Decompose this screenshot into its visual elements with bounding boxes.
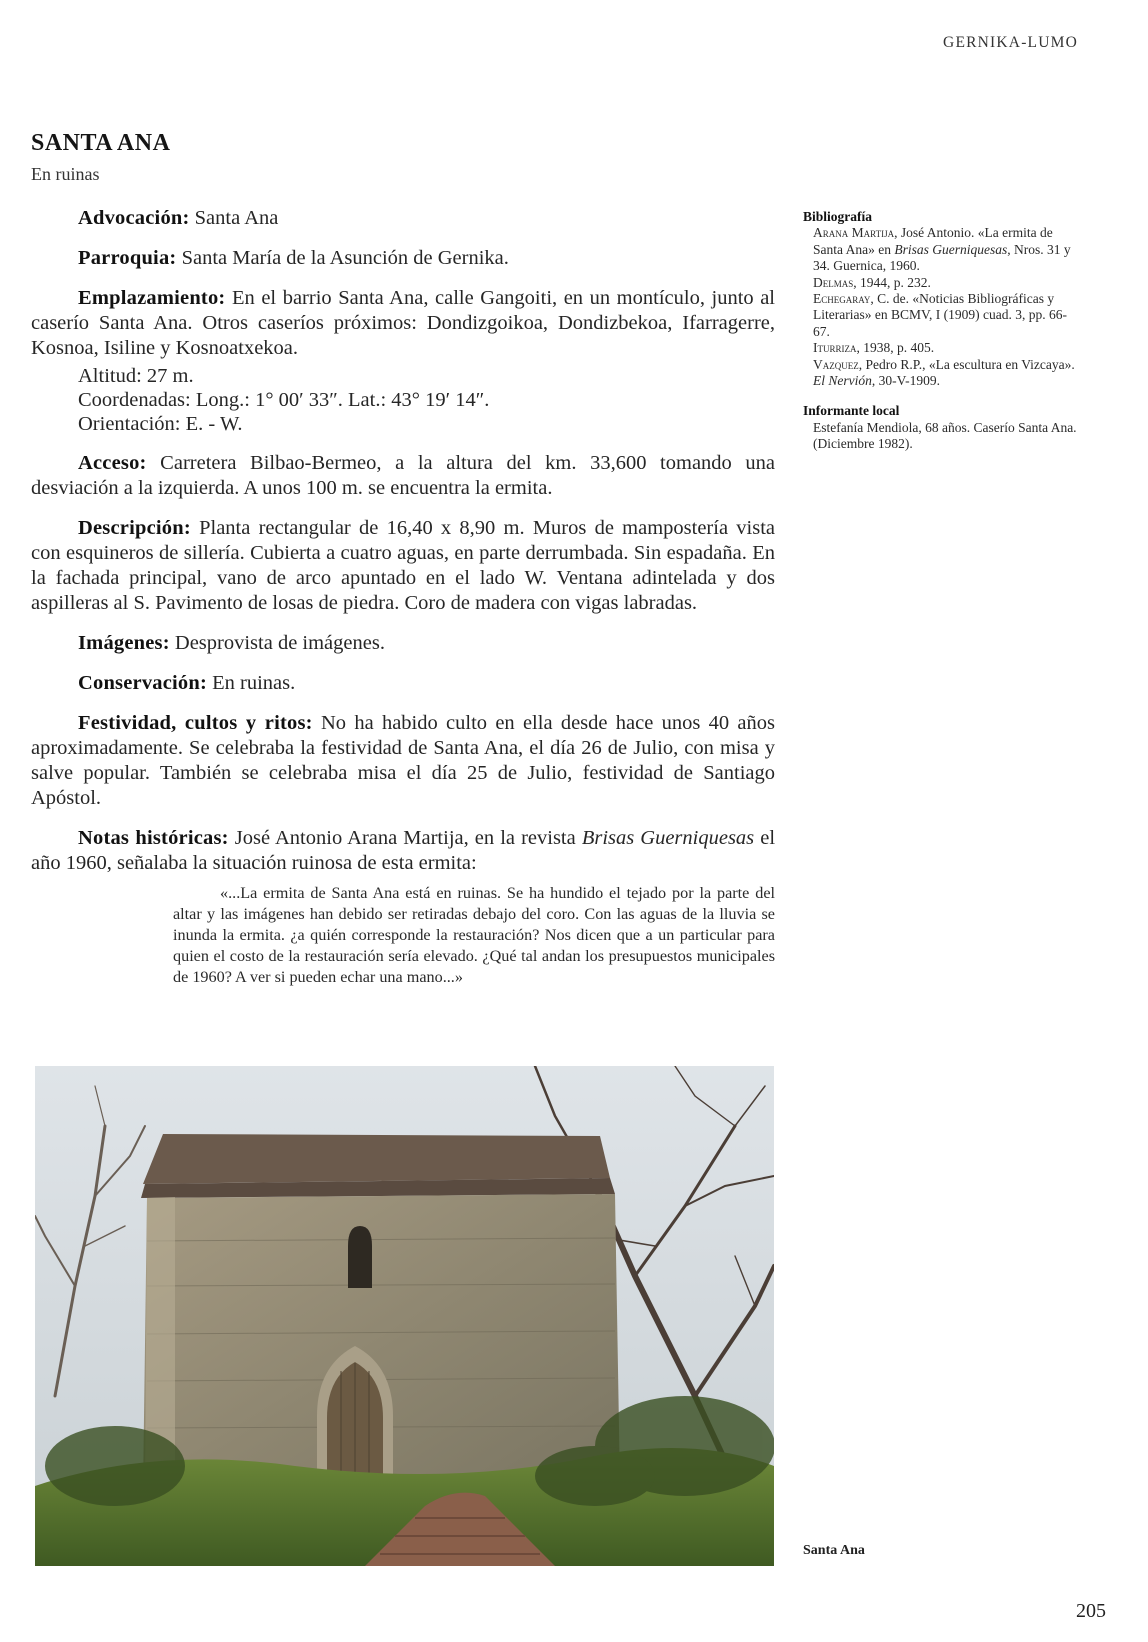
bib-text: , 1938, p. 405. [856, 340, 935, 356]
acceso-text: Carretera Bilbao-Bermeo, a la altura del km. 33,600 tomando una desviación a la izquierda. A unos 100 m. se encuentra la ermita. [31, 452, 776, 499]
festividad-label: Festividad, cultos y ritos: [78, 712, 313, 734]
acceso-paragraph [31, 451, 775, 501]
parroquia-label: Parroquia: [78, 247, 177, 269]
conservacion-label: Conservación: [78, 672, 208, 694]
imagenes-label: Imágenes: [78, 632, 170, 654]
altitud: Altitud: 27 m. [78, 365, 194, 387]
emplazamiento-text: En el barrio Santa Ana, calle Gangoiti, en un montículo, junto al caserío Santa Ana. Otros caseríos próximos: Dondizgoikoa, Dondizbekoa, Ifarragerre, Kosnoa, Isiline y Kosnoatxekoa. [31, 287, 776, 359]
festividad-text: No ha habido culto en ella desde hace unos 40 años aproximadamente. Se celebraba la festividad de Santa Ana, el día 26 de Julio, con misa y salve popular. También se celebraba misa el día 25 de Julio, festividad de Santiago Apóstol. [31, 712, 776, 809]
descripcion-paragraph [31, 516, 775, 616]
descripcion-text: Planta rectangular de 16,40 x 8,90 m. Muros de mampostería vista con esquineros de sillería. Cubierta a cuatro aguas, en parte derrumbada. Sin espadaña. En la fachada principal, vano de arco apuntado en el lado W. Ventana adintelada y dos aspilleras al S. Pavimento de losas de piedra. Coro de madera con vigas labradas. [31, 517, 775, 614]
hermitage-illustration [35, 1066, 774, 1566]
bib-author: Delmas [813, 274, 854, 290]
bib-text: , Pedro R.P., «La escultura en Vizcaya». [858, 356, 1075, 372]
hermitage-photo [35, 1066, 774, 1566]
conservacion-text: En ruinas. [212, 672, 296, 694]
coordenadas: Coordenadas: Long.: 1° 00′ 33″. Lat.: 43° 19′ 14″. [78, 389, 490, 411]
bib-author: Arana Martija [813, 225, 895, 241]
advocacion-text: Santa Ana [194, 207, 279, 229]
window [348, 1226, 372, 1288]
descripcion-label: Descripción: [78, 517, 191, 539]
bib-author: Iturriza [813, 340, 857, 356]
bib-text: , 1944, p. 232. [853, 274, 931, 290]
bib-text: , José Antonio. «La ermita de Santa Ana» en [813, 225, 1053, 257]
page-number: 205 [1076, 1600, 1106, 1622]
bibliography-heading: Bibliografía [803, 209, 873, 224]
bib-text: , Nros. 31 y 34. Guernica, 1960. [813, 241, 1071, 274]
conservacion-paragraph [31, 671, 775, 696]
imagenes-paragraph [31, 631, 775, 656]
bib-entry [813, 275, 1083, 291]
bib-author: Vazquez [813, 356, 859, 372]
emplazamiento-paragraph [31, 286, 775, 361]
entry-subtitle: En ruinas [31, 164, 100, 184]
parroquia-text: Santa María de la Asunción de Gernika. [181, 247, 509, 269]
informant-heading: Informante local [803, 403, 900, 419]
bib-text: , 30-V-1909. [871, 373, 941, 389]
bib-entry [813, 225, 1083, 274]
bib-entry [813, 291, 1083, 340]
photo-caption: Santa Ana [803, 1543, 865, 1558]
advocacion-label: Advocación: [78, 207, 190, 229]
entry-title: SANTA ANA [31, 130, 171, 156]
parroquia-paragraph [31, 246, 775, 271]
orientacion: Orientación: E. - W. [78, 413, 243, 435]
historical-quote: «...La ermita de Santa Ana está en ruinas. Se ha hundido el tejado por la parte del altar y las imágenes han debido ser retiradas debajo del coro. Con las aguas de la lluvia se inunda la ermita. ¿a quién corresponde la restauración? Nos dicen que a un particular para quien el costo de la restauración sería elevado. ¿Qué tal andan los presupuestos municipales de 1960? A ver si pueden echar una mano...» [173, 884, 775, 986]
notas-text-after: el año 1960, señalaba la situación ruinosa de esta ermita: [31, 827, 776, 874]
notas-journal: Brisas Guerniquesas [581, 827, 755, 849]
bib-italic: El Nervión [813, 373, 872, 389]
bib-author: Echegaray [813, 291, 871, 307]
bib-text: , C. de. «Noticias Bibliográficas y Literarias» en BCMV, I (1909) cuad. 3, pp. 66-67. [813, 291, 1067, 339]
informant-text: Estefanía Mendiola, 68 años. Caserío Santa Ana. (Diciembre 1982). [813, 419, 1077, 452]
festividad-paragraph [31, 711, 775, 811]
bib-entry [813, 340, 1083, 356]
location-data [78, 364, 775, 436]
advocacion-paragraph [31, 206, 775, 231]
sidebar [803, 209, 1083, 453]
running-header: GERNIKA-LUMO [943, 34, 1078, 51]
bib-italic: Brisas Guerniquesas [894, 241, 1008, 257]
notas-text-before: José Antonio Arana Martija, en la revista [234, 827, 576, 849]
notas-paragraph [31, 826, 775, 876]
roof [143, 1134, 610, 1184]
notas-label: Notas históricas: [78, 827, 229, 849]
acceso-label: Acceso: [78, 452, 147, 474]
imagenes-text: Desprovista de imágenes. [174, 632, 385, 654]
main-text [31, 206, 775, 988]
emplazamiento-label: Emplazamiento: [78, 287, 226, 309]
bib-entry [813, 357, 1083, 390]
